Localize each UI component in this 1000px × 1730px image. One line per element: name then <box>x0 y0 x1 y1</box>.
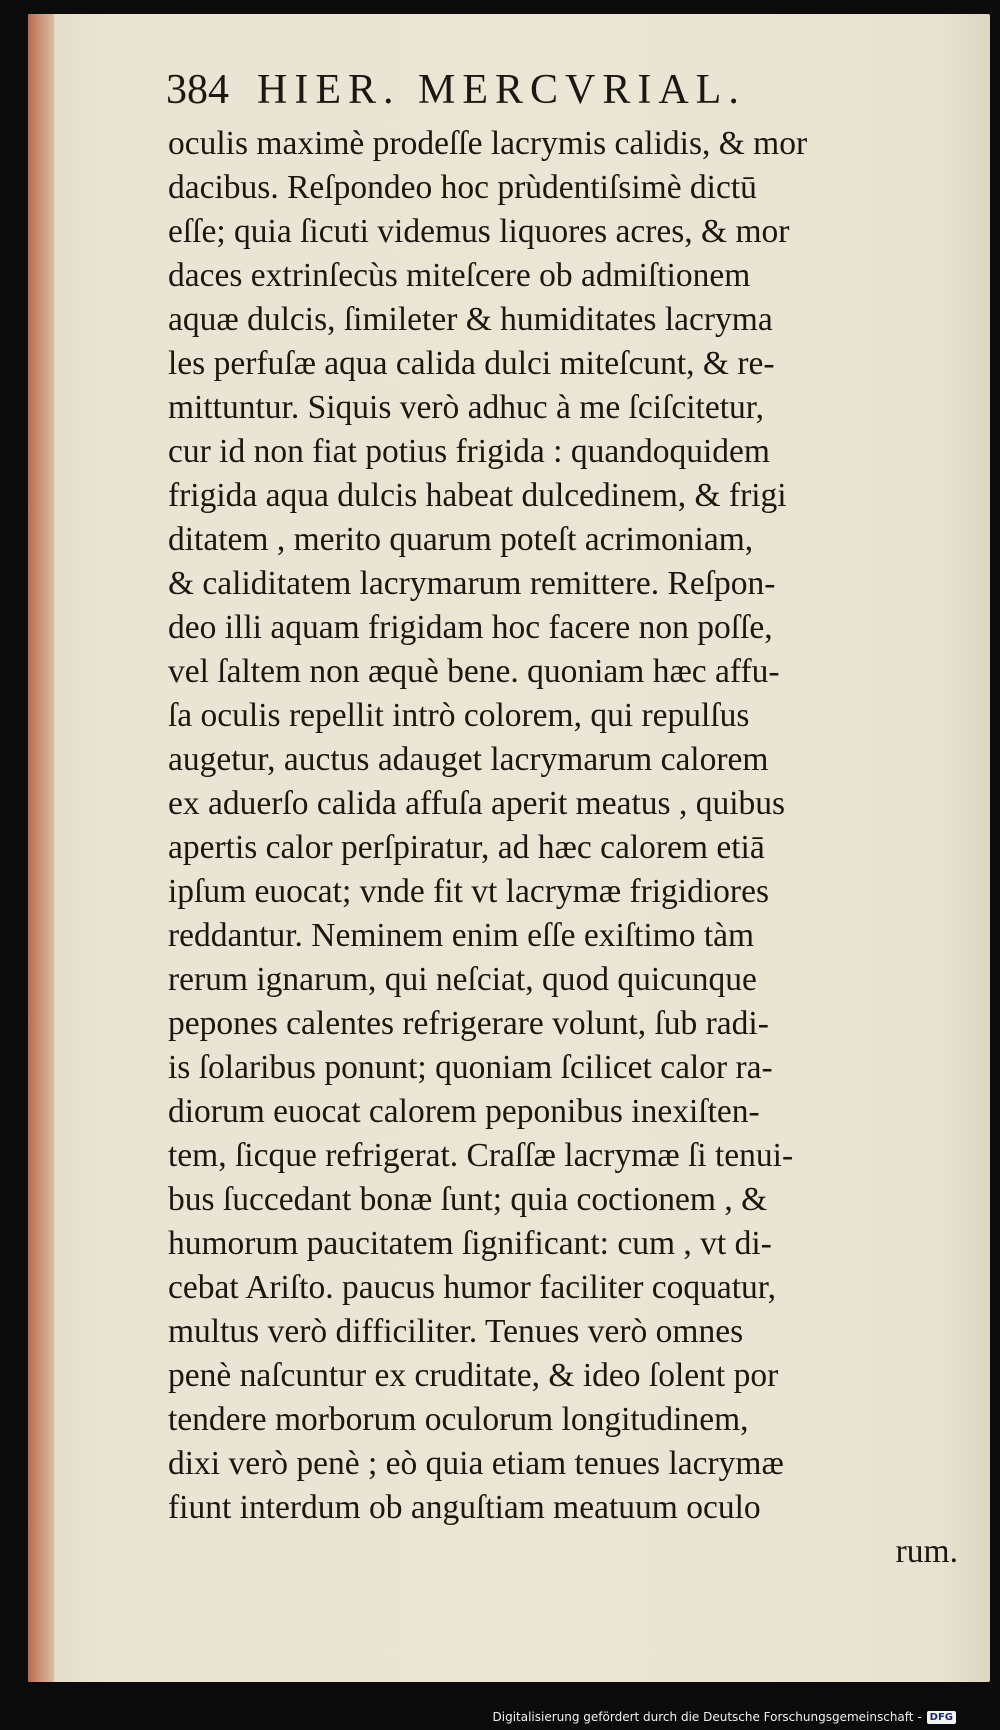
text-line: diorum euocat calorem peponibus inexiſten- <box>168 1093 760 1130</box>
running-head: HIER. MERCVRIAL. <box>257 67 746 113</box>
text-line: aquæ dulcis, ſimileter & humiditates lacryma <box>168 301 773 338</box>
text-line: humorum paucitatem ſignificant: cum , vt di- <box>168 1225 772 1262</box>
text-line: bus ſuccedant bonæ ſunt; quia coctionem , & <box>168 1181 768 1218</box>
text-line: eſſe; quia ſicuti videmus liquores acres, & mor <box>168 213 790 250</box>
text-line: frigida aqua dulcis habeat dulcedinem, & frigi <box>168 477 787 514</box>
text-line: les perfuſæ aqua calida dulci miteſcunt, & re- <box>168 345 775 382</box>
page-header <box>166 66 746 114</box>
text-line: pepones calentes refrigerare volunt, ſub radi- <box>168 1005 769 1042</box>
text-line-last: rum. <box>895 1533 958 1570</box>
text-line: tendere morborum oculorum longitudinem, <box>168 1401 749 1438</box>
text-line: & caliditatem lacrymarum remittere. Reſpon- <box>168 565 776 602</box>
page-binding-edge <box>28 14 54 1682</box>
text-line: tem, ſicque refrigerat. Craſſæ lacrymæ ſi tenui- <box>168 1137 794 1174</box>
text-line: daces extrinſecùs miteſcere ob admiſtionem <box>168 257 751 294</box>
text-line: reddantur. Neminem enim eſſe exiſtimo tàm <box>168 917 755 954</box>
page-number: 384 <box>166 67 229 113</box>
text-line: augetur, auctus adauget lacrymarum calorem <box>168 741 769 778</box>
text-line: rerum ignarum, qui neſciat, quod quicunque <box>168 961 757 998</box>
text-line: dacibus. Reſpondeo hoc prùdentiſsimè dictū <box>168 169 757 206</box>
text-line: deo illi aquam frigidam hoc facere non poſſe, <box>168 609 773 646</box>
digitization-footer <box>493 1710 957 1724</box>
dfg-logo-icon: DFG <box>927 1711 956 1724</box>
footer-text: Digitalisierung gefördert durch die Deutsche Forschungsgemeinschaft - <box>492 1710 922 1724</box>
text-line: ex aduerſo calida affuſa aperit meatus , quibus <box>168 785 786 822</box>
text-line: ipſum euocat; vnde fit vt lacrymæ frigidiores <box>168 873 769 910</box>
text-line: mittuntur. Siquis verò adhuc à me ſciſcitetur, <box>168 389 764 426</box>
text-line: apertis calor perſpiratur, ad hæc calorem etiā <box>168 829 765 866</box>
text-line: is ſolaribus ponunt; quoniam ſcilicet calor ra- <box>168 1049 773 1086</box>
text-line: multus verò difficiliter. Tenues verò omnes <box>168 1313 744 1350</box>
text-line: ſa oculis repellit intrò colorem, qui repulſus <box>168 697 750 734</box>
text-line: oculis maximè prodeſſe lacrymis calidis, & mor <box>168 125 808 162</box>
text-line: ditatem , merito quarum poteſt acrimoniam, <box>168 521 754 558</box>
text-line: cur id non fiat potius frigida : quandoquidem <box>168 433 770 470</box>
text-line: dixi verò penè ; eò quia etiam tenues lacrymæ <box>168 1445 784 1482</box>
text-line: penè naſcuntur ex cruditate, & ideo ſolent por <box>168 1357 779 1394</box>
text-line: vel ſaltem non æquè bene. quoniam hæc affu- <box>168 653 780 690</box>
body-text <box>168 122 958 1574</box>
text-line: cebat Ariſto. paucus humor faciliter coquatur, <box>168 1269 776 1306</box>
text-line: fiunt interdum ob anguſtiam meatuum oculo <box>168 1489 761 1526</box>
book-page <box>28 14 990 1682</box>
